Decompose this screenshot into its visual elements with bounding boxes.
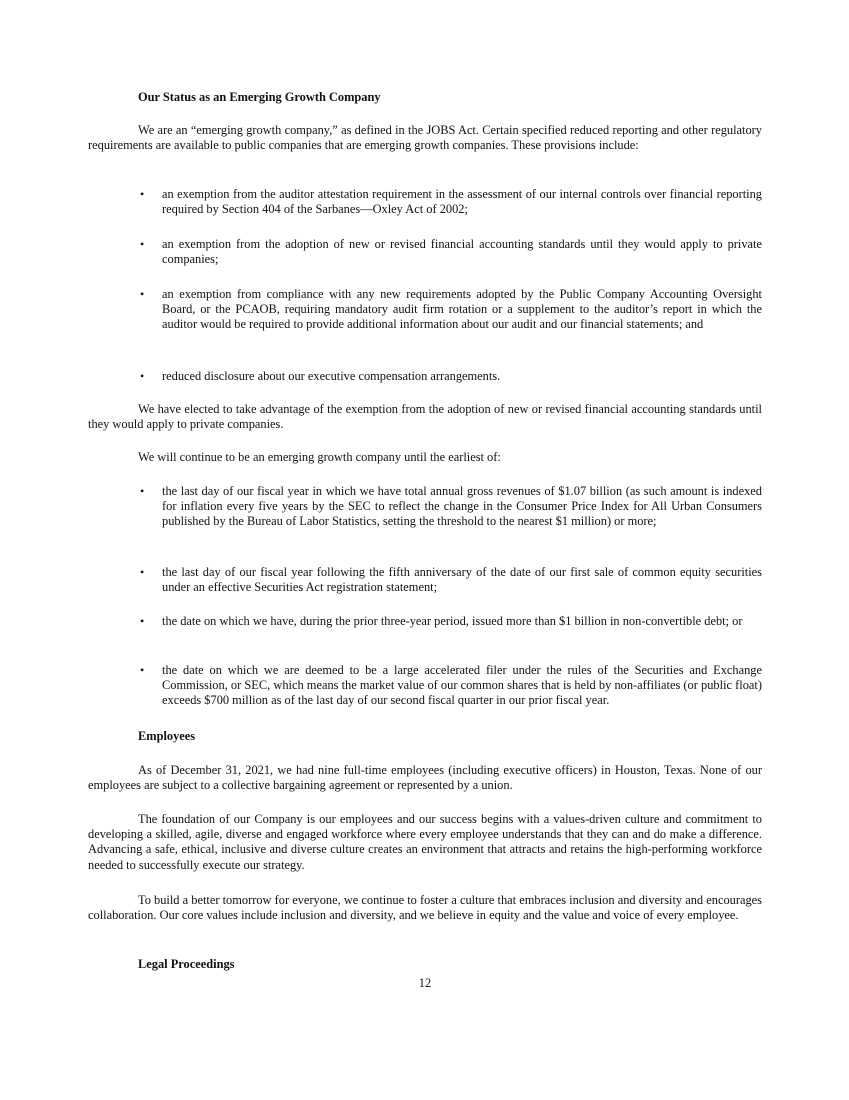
bullet-icon: • (140, 287, 145, 301)
section-heading-employees: Employees (138, 729, 196, 743)
bullet-icon: • (140, 663, 145, 677)
list-item-text: the last day of our fiscal year in which we have total annual gross revenues of $1.07 billion (as such amount is indexed for inflation every five years by the SEC to reflect the change in the Consumer Price Index for All Urban Consumers published by the Bureau of Labor Statistics, setting the threshold to the nearest $1 million) or more; (162, 484, 762, 529)
list-item-text: the date on which we have, during the prior three-year period, issued more than $1 billion in non-convertible debt; or (162, 614, 743, 628)
list-item-provision (140, 237, 762, 267)
list-item-text: the last day of our fiscal year following the fifth anniversary of the date of our first sale of common equity securities under an effective Securities Act registration statement; (162, 565, 762, 595)
list-item-condition (140, 565, 762, 595)
list-item-text: an exemption from the adoption of new or revised financial accounting standards until they would apply to private companies; (162, 237, 762, 267)
section-heading-emerging-growth: Our Status as an Emerging Growth Company (138, 90, 381, 104)
paragraph-employees-culture: To build a better tomorrow for everyone, we continue to foster a culture that embraces inclusion and diversity and encourages collaboration. Our core values include inclusion and diversity, and we believe in equity and the value and voice of every employee. (88, 893, 762, 923)
list-item-provision (140, 369, 762, 384)
paragraph-employees-count: As of December 31, 2021, we had nine full-time employees (including executive officers) in Houston, Texas. None of our employees are subject to a collective bargaining agreement or represented by a union. (88, 763, 762, 793)
page-number: 12 (418, 976, 432, 990)
list-item-provision (140, 187, 762, 217)
list-item-text: reduced disclosure about our executive compensation arrangements. (162, 369, 501, 383)
list-item-text: an exemption from compliance with any new requirements adopted by the Public Company Accounting Oversight Board, or the PCAOB, requiring mandatory audit firm rotation or a supplement to the auditor’s report in which the auditor would be required to provide additional information about our audit and our financial statements; and (162, 287, 762, 332)
list-item-text: an exemption from the auditor attestation requirement in the assessment of our internal controls over financial reporting required by Section 404 of the Sarbanes—Oxley Act of 2002; (162, 187, 762, 217)
section-heading-legal-proceedings: Legal Proceedings (138, 957, 235, 971)
bullet-icon: • (140, 369, 145, 383)
list-item-condition (140, 484, 762, 530)
list-item-provision (140, 287, 762, 333)
list-item-text: the date on which we are deemed to be a large accelerated filer under the rules of the Securities and Exchange Commission, or SEC, which means the market value of our common shares that is held by non-affiliates (or public float) exceeds $700 million as of the last day of our second fiscal quarter in our prior fiscal year. (162, 663, 762, 708)
list-item-condition (140, 663, 762, 709)
bullet-icon: • (140, 565, 145, 579)
bullet-icon: • (140, 614, 145, 628)
paragraph-egc-election: We have elected to take advantage of the exemption from the adoption of new or revised financial accounting standards until they would apply to private companies. (88, 402, 762, 432)
bullet-icon: • (140, 484, 145, 498)
paragraph-egc-intro: We are an “emerging growth company,” as defined in the JOBS Act. Certain specified reduced reporting and other regulatory requirements are available to public companies that are emerging growth companies. These provisions include: (88, 123, 762, 153)
list-item-condition (140, 614, 762, 629)
paragraph-egc-until: We will continue to be an emerging growth company until the earliest of: (138, 450, 501, 464)
bullet-icon: • (140, 187, 145, 201)
bullet-icon: • (140, 237, 145, 251)
paragraph-employees-foundation: The foundation of our Company is our employees and our success begins with a values-driven culture and commitment to developing a skilled, agile, diverse and engaged workforce where every employee understands that they can and do make a difference. Advancing a safe, ethical, inclusive and diverse culture creates an environment that attracts and retains the high-performing workforce needed to successfully execute our strategy. (88, 812, 762, 872)
